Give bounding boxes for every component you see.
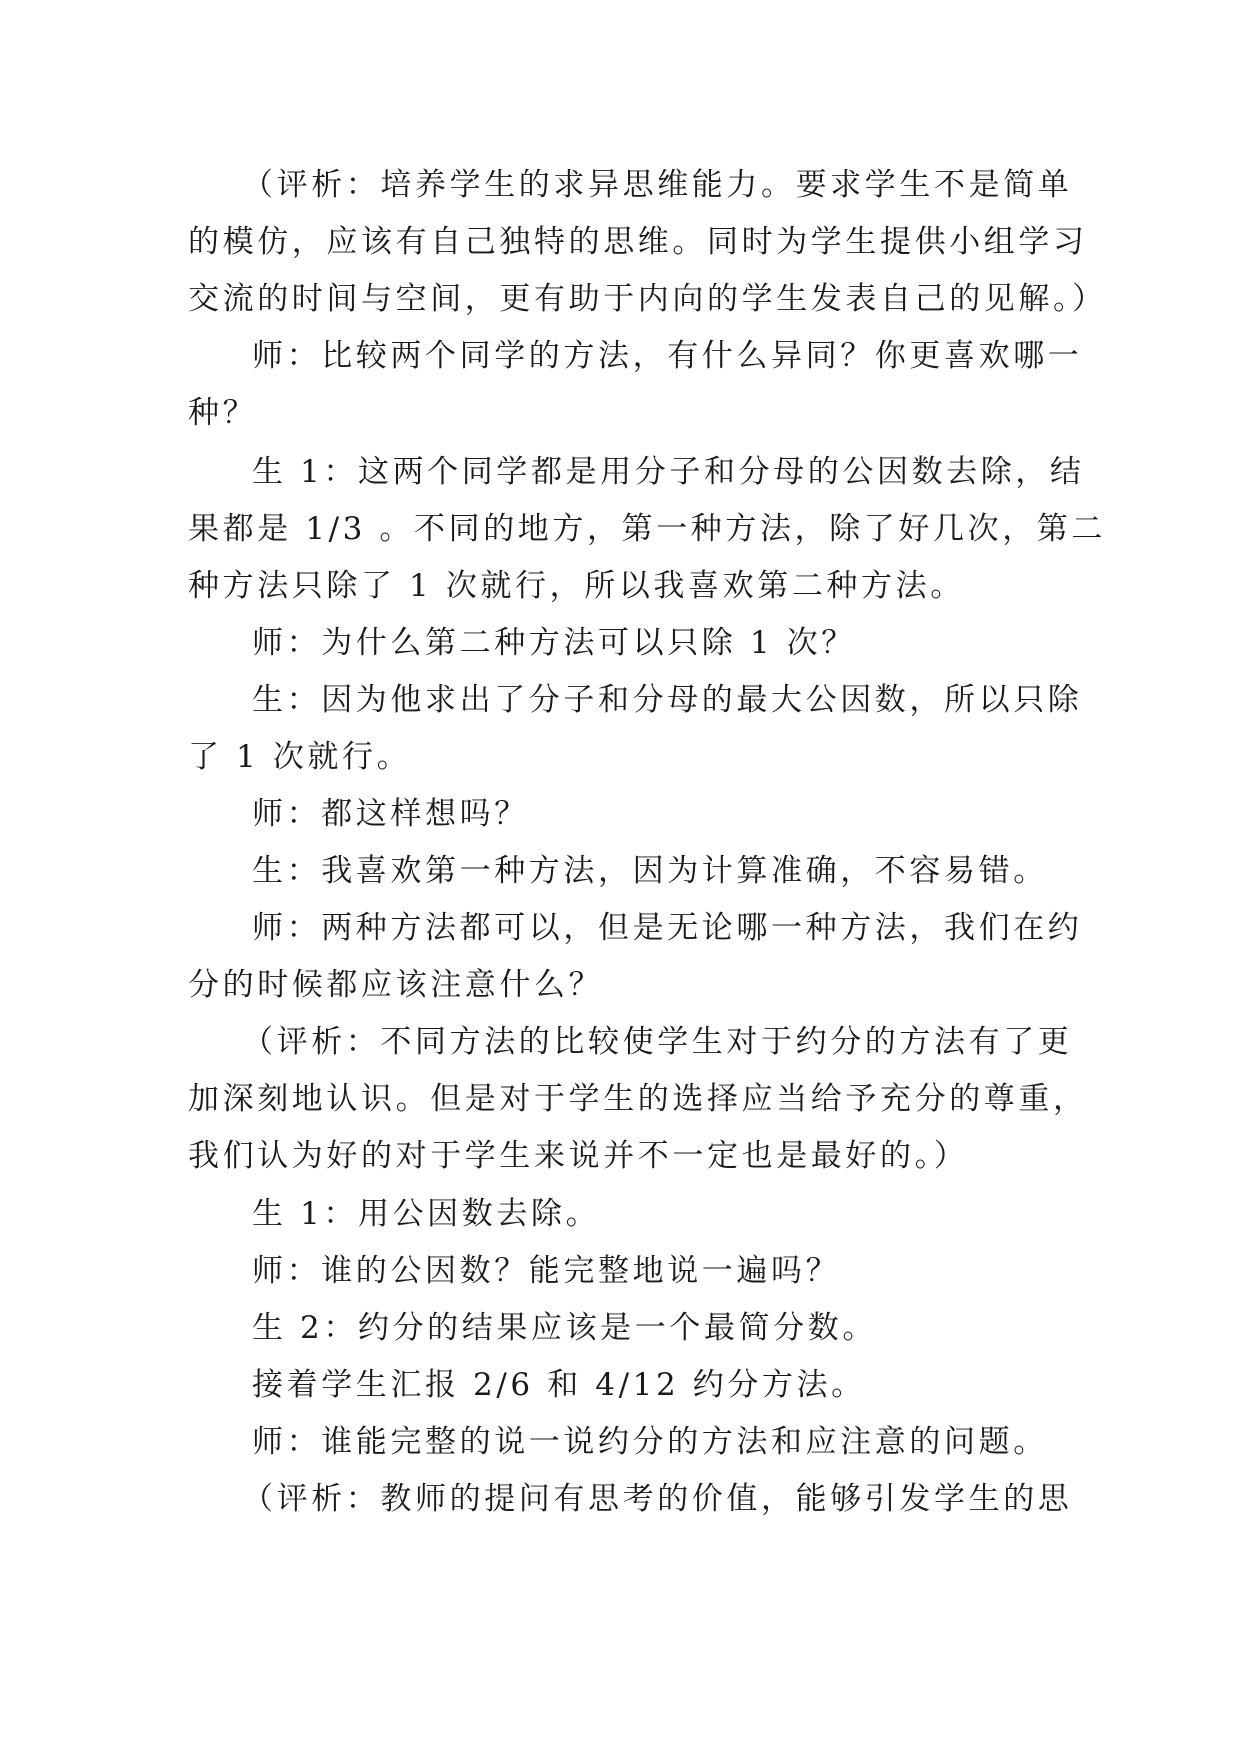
- paragraph-line: 果都是 1/3 。不同的地方，第一种方法，除了好几次，第二: [188, 511, 1106, 547]
- paragraph-line: 了 1 次就行。: [188, 739, 412, 775]
- paragraph-line: 师：谁能完整的说一说约分的方法和应注意的问题。: [252, 1424, 1048, 1460]
- paragraph-line: 生 1：用公因数去除。: [252, 1196, 601, 1232]
- paragraph-line: 分的时候都应该注意什么？: [188, 967, 604, 1003]
- paragraph-line: （评析：教师的提问有思考的价值，能够引发学生的思: [242, 1481, 1073, 1517]
- paragraph-line: 师：比较两个同学的方法，有什么异同？你更喜欢哪一: [252, 338, 1083, 374]
- paragraph-line: 生：我喜欢第一种方法，因为计算准确，不容易错。: [252, 853, 1048, 889]
- paragraph-line: （评析：不同方法的比较使学生对于约分的方法有了更: [242, 1024, 1073, 1060]
- paragraph-line: 生 1：这两个同学都是用分子和分母的公因数去除，结: [252, 454, 1085, 490]
- paragraph-line: 师：都这样想吗？: [252, 796, 529, 832]
- paragraph-line: 师：为什么第二种方法可以只除 1 次？: [252, 625, 856, 661]
- paragraph-line: 我们认为好的对于学生来说并不一定也是最好的。）: [188, 1138, 969, 1174]
- paragraph-line: 加深刻地认识。但是对于学生的选择应当给予充分的尊重，: [188, 1081, 1088, 1117]
- paragraph-line: 交流的时间与空间，更有助于内向的学生发表自己的见解。）: [188, 281, 1107, 317]
- paragraph-line: 种方法只除了 1 次就行，所以我喜欢第二种方法。: [188, 568, 965, 604]
- paragraph-line: （评析：培养学生的求异思维能力。要求学生不是简单: [242, 167, 1073, 203]
- paragraph-line: 生：因为他求出了分子和分母的最大公因数，所以只除: [252, 682, 1083, 718]
- paragraph-line: 接着学生汇报 2/6 和 4/12 约分方法。: [252, 1367, 866, 1403]
- paragraph-line: 生 2：约分的结果应该是一个最简分数。: [252, 1310, 877, 1346]
- paragraph-line: 种？: [188, 395, 258, 431]
- paragraph-line: 师：两种方法都可以，但是无论哪一种方法，我们在约: [252, 910, 1083, 946]
- paragraph-line: 的模仿，应该有自己独特的思维。同时为学生提供小组学习: [188, 224, 1088, 260]
- paragraph-line: 师：谁的公因数？能完整地说一遍吗？: [252, 1253, 841, 1289]
